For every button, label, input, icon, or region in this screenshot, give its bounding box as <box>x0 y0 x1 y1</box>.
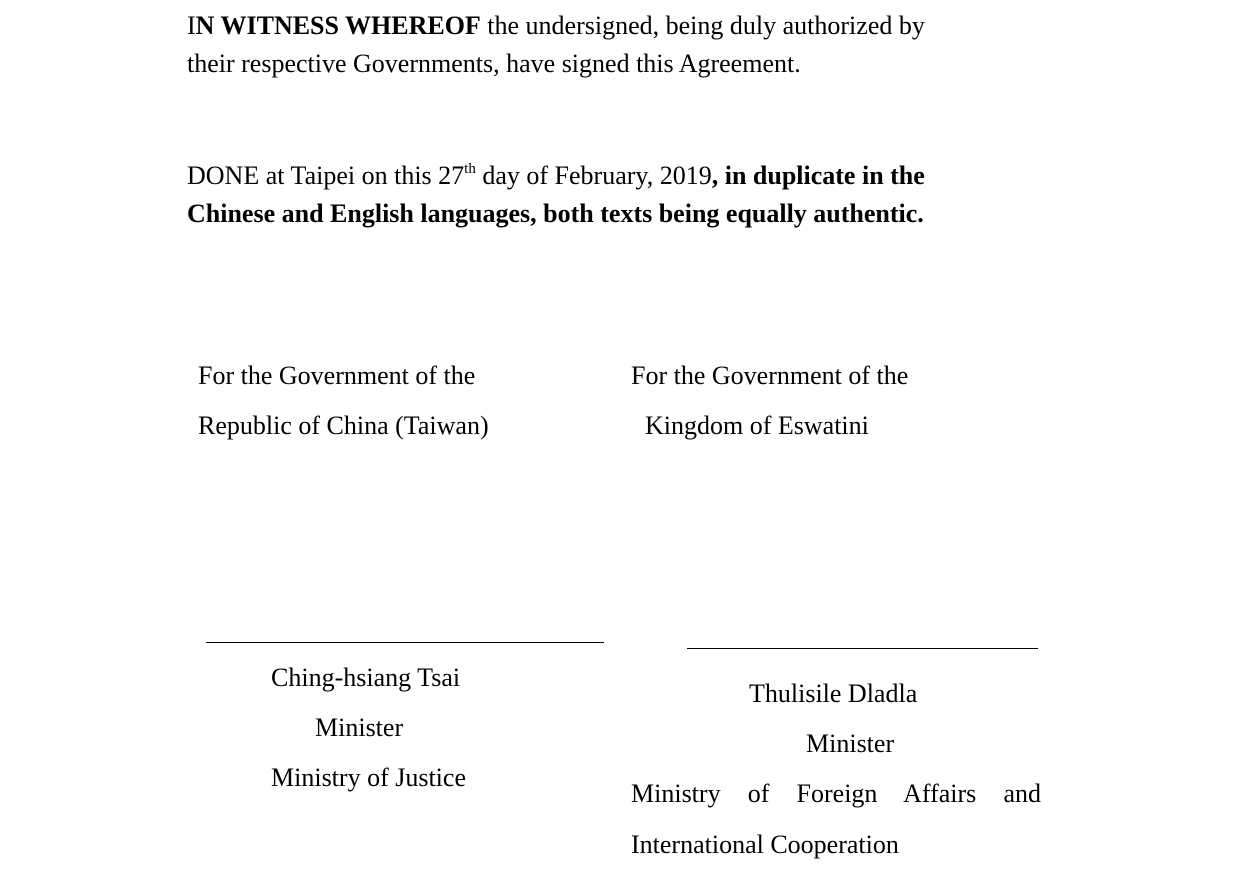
right-party-line-2: Kingdom of Eswatini <box>645 411 869 440</box>
done-bold-2: Chinese and English languages, both texts being equally authentic. <box>187 199 924 228</box>
left-signatory-ministry: Ministry of Justice <box>271 763 466 792</box>
left-party-line-2: Republic of China (Taiwan) <box>198 411 489 440</box>
done-line-2 <box>187 195 1047 233</box>
witness-line-2: their respective Governments, have signed this Agreement. <box>187 49 801 78</box>
done-bold-1: , in duplicate in the <box>711 161 925 190</box>
done-clause <box>187 157 1047 233</box>
left-signatory-name: Ching-hsiang Tsai <box>271 663 461 692</box>
right-signature-line <box>687 648 1038 649</box>
done-line-1 <box>187 157 1047 195</box>
left-signature-line <box>206 642 604 643</box>
right-signatory-name: Thulisile Dladla <box>749 679 918 708</box>
done-prefix: DONE at Taipei on this 27 <box>187 161 465 190</box>
right-signatory-ministry-line-2: International Cooperation <box>631 830 899 859</box>
done-middle: day of February, 2019 <box>475 161 712 190</box>
right-party-line-1: For the Government of the <box>631 361 909 390</box>
witness-lead-bold: N WITNESS WHEREOF <box>195 11 481 40</box>
witness-lead-i: I <box>187 11 196 40</box>
right-signatory-title: Minister <box>806 729 895 758</box>
witness-clause <box>187 7 1047 83</box>
witness-line-1 <box>187 7 1047 45</box>
right-signatory-ministry-line-1: Ministry of Foreign Affairs and <box>631 779 1041 808</box>
done-date-suffix: th <box>464 161 476 177</box>
witness-line-1-rest: the undersigned, being duly authorized by <box>480 11 925 40</box>
left-party-line-1: For the Government of the <box>198 361 476 390</box>
left-signatory-title: Minister <box>315 713 404 742</box>
